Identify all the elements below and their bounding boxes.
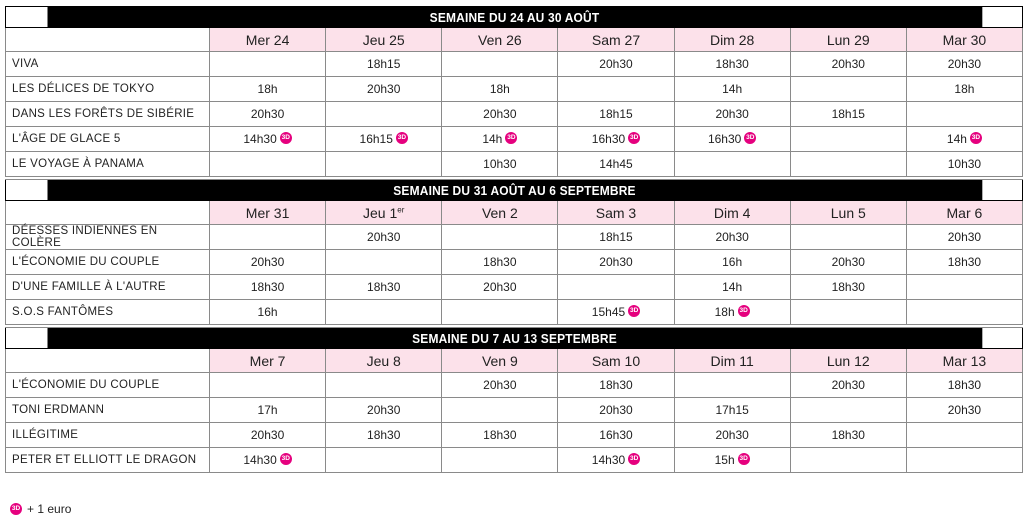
showtime: 18h15 [599, 230, 633, 244]
showtime-cell [210, 300, 326, 325]
showtime-cell [790, 127, 906, 152]
showtime: 18h [954, 82, 975, 96]
day-name: Lun 29 [826, 31, 870, 48]
film-row [6, 250, 1023, 275]
showtime-cell [906, 250, 1022, 275]
day-name: Lun 5 [830, 204, 866, 221]
showtime-cell [442, 373, 558, 398]
showtime-cell [210, 448, 326, 473]
film-title: S.O.S FANTÔMES [6, 300, 210, 325]
day-name: Dim 28 [709, 31, 755, 48]
showtime-cell [442, 225, 558, 250]
showtime-cell [326, 423, 442, 448]
showtime-cell [210, 127, 326, 152]
legend [10, 502, 71, 516]
3d-badge-icon: 3D [280, 132, 292, 144]
showtime-cell [442, 398, 558, 423]
week-header-row [6, 180, 1023, 201]
showtime-cell [790, 373, 906, 398]
showtime-cell [442, 275, 558, 300]
day-superscript: er [397, 204, 405, 214]
showtime: 20h30 [250, 255, 285, 269]
showtime: 20h30 [367, 230, 401, 244]
showtime-cell [674, 423, 790, 448]
day-name: Dim 4 [713, 204, 751, 221]
schedule-table [5, 6, 1023, 473]
showtime-cell [906, 275, 1022, 300]
showtime: 20h30 [831, 255, 865, 269]
showtime: 10h30 [947, 157, 982, 171]
film-title: DANS LES FORÊTS DE SIBÉRIE [6, 102, 210, 127]
showtime-cell [558, 52, 674, 77]
showtime-cell [326, 102, 442, 127]
showtime: 20h30 [947, 230, 982, 244]
showtime-cell [326, 448, 442, 473]
showtime: 18h15 [831, 107, 865, 121]
film-row [6, 398, 1023, 423]
showtime-cell [558, 300, 674, 325]
showtime: 15h [714, 453, 735, 467]
day-label [442, 28, 558, 52]
film-row [6, 225, 1023, 250]
showtime: 15h45 [591, 305, 626, 319]
week-title: SEMAINE DU 7 AU 13 SEPTEMBRE [46, 328, 982, 349]
showtime-cell [906, 225, 1022, 250]
day-label [906, 28, 1022, 52]
showtime: 20h30 [599, 57, 633, 71]
day-label [558, 28, 674, 52]
showtime-cell [674, 225, 790, 250]
showtime: 20h30 [483, 378, 517, 392]
showtime-cell [906, 152, 1022, 177]
day-name: Jeu 1 [363, 204, 398, 221]
showtime: 20h30 [367, 403, 401, 417]
film-row [6, 152, 1023, 177]
showtime: 18h30 [947, 255, 982, 269]
showtime: 14h30 [243, 132, 277, 146]
showtime-cell [558, 102, 674, 127]
day-name: Sam 3 [595, 204, 637, 221]
showtime-cell [674, 152, 790, 177]
showtime-cell [790, 250, 906, 275]
day-name: Sam 27 [591, 31, 641, 48]
schedule-body [6, 7, 1023, 473]
showtime-cell [326, 52, 442, 77]
showtime-cell [674, 300, 790, 325]
showtime-cell [326, 77, 442, 102]
day-label [210, 201, 326, 225]
showtime-cell [210, 225, 326, 250]
showtime-cell [790, 102, 906, 127]
film-row [6, 275, 1023, 300]
3d-badge-icon: 3D [738, 305, 750, 317]
3d-badge-icon: 3D [970, 132, 982, 144]
film-row [6, 52, 1023, 77]
film-row [6, 77, 1023, 102]
showtime-cell [906, 373, 1022, 398]
film-row [6, 448, 1023, 473]
showtime-cell [558, 225, 674, 250]
showtime: 16h [722, 255, 743, 269]
showtime-cell [326, 225, 442, 250]
showtime-cell [906, 102, 1022, 127]
showtime-cell [790, 52, 906, 77]
day-label [442, 201, 558, 225]
day-label [790, 349, 906, 373]
showtime-cell [558, 275, 674, 300]
showtime-cell [906, 300, 1022, 325]
showtime: 20h30 [715, 230, 749, 244]
week-header-row [6, 328, 1023, 349]
showtime-cell [558, 448, 674, 473]
showtime: 20h30 [367, 82, 401, 96]
film-row [6, 127, 1023, 152]
showtime: 20h30 [250, 107, 285, 121]
day-label [210, 28, 326, 52]
showtime: 17h [257, 403, 278, 417]
showtime-cell [558, 250, 674, 275]
showtime-cell [442, 300, 558, 325]
film-title: L'ÉCONOMIE DU COUPLE [6, 250, 210, 275]
showtime: 20h30 [831, 57, 865, 71]
film-title: ILLÉGITIME [6, 423, 210, 448]
3d-badge-icon: 3D [738, 453, 750, 465]
day-header-row [6, 201, 1023, 225]
showtime-cell [210, 52, 326, 77]
day-header-row [6, 349, 1023, 373]
showtime: 10h30 [483, 157, 517, 171]
showtime-cell [326, 152, 442, 177]
showtime-cell [442, 250, 558, 275]
showtime: 18h30 [250, 280, 285, 294]
showtime-cell [790, 225, 906, 250]
showtime: 20h30 [250, 428, 285, 442]
showtime: 20h30 [599, 403, 633, 417]
day-name: Lun 12 [826, 352, 870, 369]
showtime-cell [442, 102, 558, 127]
day-label [906, 201, 1022, 225]
showtime: 18h15 [367, 57, 401, 71]
showtime: 16h30 [707, 132, 742, 146]
film-row [6, 423, 1023, 448]
showtime: 14h30 [591, 453, 626, 467]
3d-badge-icon: 3D [628, 453, 640, 465]
film-title: D'UNE FAMILLE À L'AUTRE [6, 275, 210, 300]
day-name: Mar 13 [942, 352, 987, 369]
day-label [790, 28, 906, 52]
day-label [906, 349, 1022, 373]
day-name: Jeu 8 [366, 352, 401, 369]
day-name: Jeu 25 [362, 31, 405, 48]
showtime: 14h [482, 132, 503, 146]
day-label [674, 28, 790, 52]
film-title: L'ÂGE DE GLACE 5 [6, 127, 210, 152]
showtime: 18h15 [599, 107, 633, 121]
showtime-cell [674, 398, 790, 423]
day-name: Mar 30 [942, 31, 987, 48]
film-row [6, 300, 1023, 325]
day-label [326, 201, 442, 225]
showtime: 14h [722, 82, 743, 96]
showtime-cell [210, 398, 326, 423]
3d-badge-icon: 3D [280, 453, 292, 465]
showtime-cell [558, 77, 674, 102]
day-name: Sam 10 [591, 352, 641, 369]
showtime: 18h30 [831, 280, 865, 294]
showtime: 16h [257, 305, 278, 319]
showtime-cell [326, 127, 442, 152]
day-name: Mer 7 [249, 352, 286, 369]
day-name: Mer 24 [245, 31, 290, 48]
showtime-cell [442, 448, 558, 473]
showtime: 20h30 [483, 107, 517, 121]
film-title: VIVA [6, 52, 210, 77]
showtime-cell [906, 423, 1022, 448]
showtime-cell [210, 250, 326, 275]
film-title: TONI ERDMANN [6, 398, 210, 423]
day-label [674, 201, 790, 225]
showtime-cell [326, 398, 442, 423]
showtime-cell [790, 448, 906, 473]
showtime: 20h30 [947, 403, 982, 417]
day-name: Ven 9 [481, 352, 518, 369]
showtime-cell [790, 398, 906, 423]
day-header-spacer [6, 349, 210, 373]
showtime-cell [210, 77, 326, 102]
showtime-cell [674, 52, 790, 77]
film-title: PETER ET ELLIOTT LE DRAGON [6, 448, 210, 473]
day-label [674, 349, 790, 373]
day-label [790, 201, 906, 225]
3d-badge-icon: 3D [744, 132, 756, 144]
showtime-cell [674, 127, 790, 152]
day-label [558, 201, 674, 225]
week-title: SEMAINE DU 31 AOÛT AU 6 SEPTEMBRE [46, 180, 982, 201]
showtime: 20h30 [715, 428, 749, 442]
showtime: 17h15 [715, 403, 749, 417]
showtime-cell [210, 275, 326, 300]
week-header-row [6, 7, 1023, 28]
day-name: Ven 2 [481, 204, 518, 221]
showtime: 20h30 [483, 280, 517, 294]
day-label [442, 349, 558, 373]
showtime-cell [790, 77, 906, 102]
showtime-cell [558, 423, 674, 448]
showtime: 18h30 [831, 428, 865, 442]
showtime-cell [790, 300, 906, 325]
3d-badge-icon: 3D [505, 132, 517, 144]
showtime-cell [442, 127, 558, 152]
showtime: 18h30 [483, 255, 517, 269]
showtime-cell [442, 423, 558, 448]
showtime-cell [906, 77, 1022, 102]
showtime: 14h45 [599, 157, 633, 171]
showtime-cell [326, 373, 442, 398]
showtime: 18h30 [367, 280, 401, 294]
showtime: 18h [714, 305, 735, 319]
showtime: 20h30 [831, 378, 865, 392]
showtime-cell [674, 373, 790, 398]
showtime: 20h30 [599, 255, 633, 269]
showtime: 18h30 [947, 378, 982, 392]
day-header-row [6, 28, 1023, 52]
showtime-cell [558, 152, 674, 177]
showtime-cell [326, 300, 442, 325]
showtime: 16h30 [599, 428, 633, 442]
legend-text: + 1 euro [27, 502, 72, 516]
showtime-cell [906, 398, 1022, 423]
film-title: LE VOYAGE À PANAMA [6, 152, 210, 177]
3d-badge-icon: 3D [10, 503, 22, 515]
day-name: Mer 31 [245, 204, 290, 221]
film-title: L'ÉCONOMIE DU COUPLE [6, 373, 210, 398]
showtime-cell [906, 448, 1022, 473]
showtime-cell [906, 127, 1022, 152]
showtime-cell [442, 152, 558, 177]
showtime-cell [790, 152, 906, 177]
showtime: 14h30 [243, 453, 277, 467]
showtime-cell [790, 275, 906, 300]
showtime-cell [674, 77, 790, 102]
showtime-cell [442, 52, 558, 77]
3d-badge-icon: 3D [628, 305, 640, 317]
showtime: 16h30 [591, 132, 626, 146]
showtime: 20h30 [715, 107, 749, 121]
showtime-cell [674, 102, 790, 127]
day-name: Ven 26 [478, 31, 522, 48]
film-row [6, 373, 1023, 398]
day-label [558, 349, 674, 373]
day-label [326, 349, 442, 373]
day-name: Mar 6 [946, 204, 983, 221]
showtime-cell [674, 250, 790, 275]
day-label [210, 349, 326, 373]
showtime-cell [674, 275, 790, 300]
showtime-cell [790, 423, 906, 448]
showtime-cell [558, 127, 674, 152]
showtime: 18h30 [599, 378, 633, 392]
showtime-cell [442, 77, 558, 102]
showtime: 18h [257, 82, 278, 96]
showtime-cell [906, 52, 1022, 77]
day-header-spacer [6, 28, 210, 52]
showtime: 14h [722, 280, 743, 294]
showtime-cell [674, 448, 790, 473]
showtime: 16h15 [359, 132, 393, 146]
3d-badge-icon: 3D [628, 132, 640, 144]
showtime: 18h30 [483, 428, 517, 442]
showtime: 18h30 [367, 428, 401, 442]
week-title: SEMAINE DU 24 AU 30 AOÛT [46, 7, 982, 28]
showtime-cell [210, 373, 326, 398]
3d-badge-icon: 3D [396, 132, 408, 144]
showtime-cell [210, 423, 326, 448]
film-title: DÉESSES INDIENNES EN COLÈRE [6, 225, 210, 250]
film-title: LES DÉLICES DE TOKYO [6, 77, 210, 102]
showtime-cell [558, 398, 674, 423]
showtime-cell [210, 152, 326, 177]
day-name: Dim 11 [710, 352, 754, 369]
showtime-cell [326, 275, 442, 300]
showtime: 18h30 [715, 57, 749, 71]
showtime: 18h [489, 82, 510, 96]
day-label [326, 28, 442, 52]
showtime-cell [210, 102, 326, 127]
showtime-cell [558, 373, 674, 398]
showtime: 14h [946, 132, 967, 146]
film-row [6, 102, 1023, 127]
showtime-cell [326, 250, 442, 275]
day-header-spacer [6, 201, 210, 225]
showtime: 20h30 [947, 57, 982, 71]
